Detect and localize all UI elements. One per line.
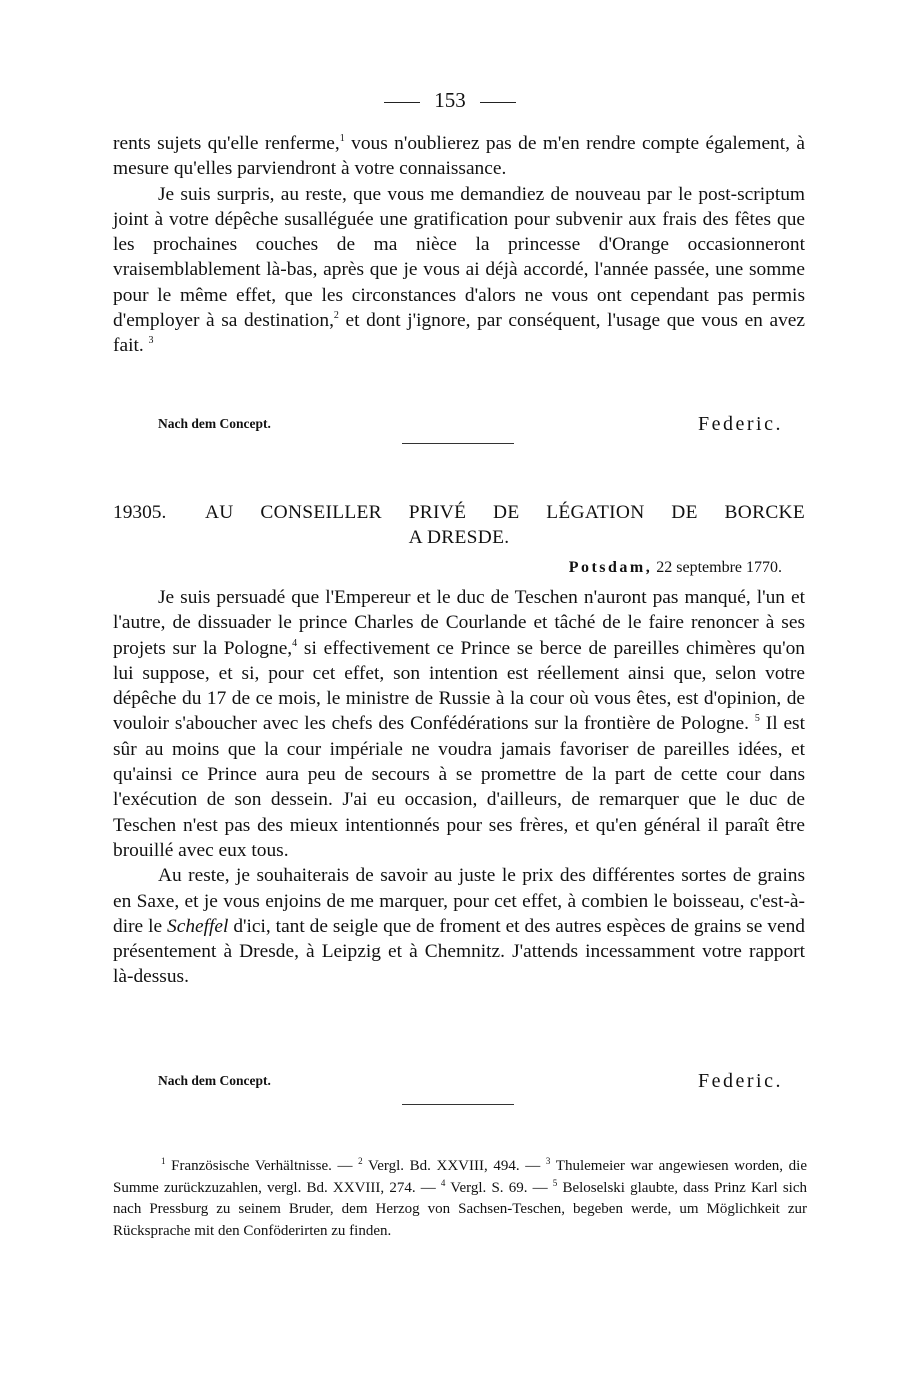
footnote-marker-4: 4 [440,1177,446,1188]
letter1-source-note: Nach dem Concept. [158,416,271,431]
letter1-paragraph-2: Je suis surpris, au reste, que vous me demandiez de nouveau par le post-scriptum joint à votre dépêche susalléguée une gratification pour subvenir aux frais des fêtes que les prochaines couches de ma nièce la princesse d'Orange occasionneront vraisemblablement là-bas, après que je vous ai déjà accordé, l'année passée, une somme pour le même effet, que les circonstances d'alors ne vous ont cependant pas permis d'employer à sa destination,$^2$ et dont j'ignore, par conséquent, l'usage que vous en avez fait. $^3$ [113,183,805,357]
letter2-closing [113,1063,783,1093]
page-number-text: 153 [434,88,466,112]
emphasized-term: Scheffel [167,915,229,937]
section-divider-1 [402,443,514,444]
letter2-body [113,585,805,990]
footnote-text: $^1$ Französische Verhältnisse. — $^2$ Vergl. Bd. XXVIII, 494. — $^3$ Thulemeier war angewiesen worden, die Summe zurückzuzahlen, vergl. Bd. XXVIII, 274. — $^4$ Vergl. S. 69. — $^5$ Beloselski glaubte, dass Prinz Karl sich nach Pressburg zu seinem Bruder, dem Herzog von Sachsen-Teschen, begeben werde, um Möglichkeit zur Rücksprache mit den Conföderirten zu finden. [113,1156,807,1239]
letter1-paragraph-1: rents sujets qu'elle renferme,$^1$ vous n'oublierez pas de m'en rendre compte également, à mesure qu'elles parviendront à votre connaissance. [113,133,805,180]
letter2-paragraph-2: Au reste, je souhaiterais de savoir au juste le prix des différentes sortes de grains en Saxe, et je vous enjoins de me marquer, pour cet effet, à combien le boisseau, c'est-à-dire le Scheffel d'ici, tant de seigle que de froment et des autres espèces de grains se vend présentement à Dresde, à Leipzig et à Chemnitz. J'attends incessamment votre rapport là-dessus. [113,865,805,988]
letter2-place: Potsdam, [568,559,653,576]
page-number-rule-left [384,102,420,103]
footnote-ref-3: 3 [148,335,154,347]
footnote-marker-2: 2 [358,1156,363,1166]
footnote-marker-1: 1 [161,1156,166,1166]
footnote-ref-1: 1 [339,133,345,144]
letter2-date: 22 septembre 1770. [656,559,782,576]
footnote-ref-5: 5 [754,713,760,725]
letter2-dateline [569,559,782,577]
page-number [0,88,900,113]
letter2-signature: Federic. [698,1070,783,1092]
footnote-marker-3: 3 [545,1156,551,1166]
letter1-signature: Federic. [698,413,783,435]
footnote-ref-2: 2 [333,310,339,322]
letter1-closing [113,406,783,436]
letter1-body [113,131,805,359]
section-divider-2 [402,1104,514,1105]
footnote-ref-4: 4 [292,637,298,649]
page-number-rule-right [480,102,516,103]
footnotes [113,1156,807,1242]
letter2-source-note: Nach dem Concept. [158,1073,271,1088]
letter2-title-line-1: AU CONSEILLER PRIVÉ DE LÉGATION DE BORCKE [205,502,805,523]
letter2-title-line-2: A DRESDE. [408,527,510,548]
footnote-marker-5: 5 [552,1177,558,1188]
letter2-paragraph-1: Je suis persuadé que l'Empereur et le duc de Teschen n'auront pas manqué, l'un et l'autre, de dissuader le prince Charles de Courlande et tâché de le faire renoncer à ses projets sur la Pologne,$^4$ si effectivement ce Prince se berce de pareilles chimères qu'on lui suppose, et si, pour cet effet, son intention est réellement ainsi que, selon votre dépêche du 17 de ce mois, le ministre de Russie à la cour où vous êtes, est d'opinion, de vouloir s'aboucher avec les chefs des Confédérations sur la frontière de Pologne. $^5$ Il est sûr au moins que la cour impériale ne voudra jamais favoriser de pareilles idées, et qu'ainsi ce Prince aura peu de secours à se promettre de la part de cette cour dans l'exécution de son dessein. J'ai eu occasion, d'ailleurs, de remarquer que le duc de Teschen n'est pas des mieux intentionnés pour ses frères, et qu'en général il paraît être brouillé avec eux tous. [113,587,806,861]
letter-number: 19305. [113,502,167,523]
